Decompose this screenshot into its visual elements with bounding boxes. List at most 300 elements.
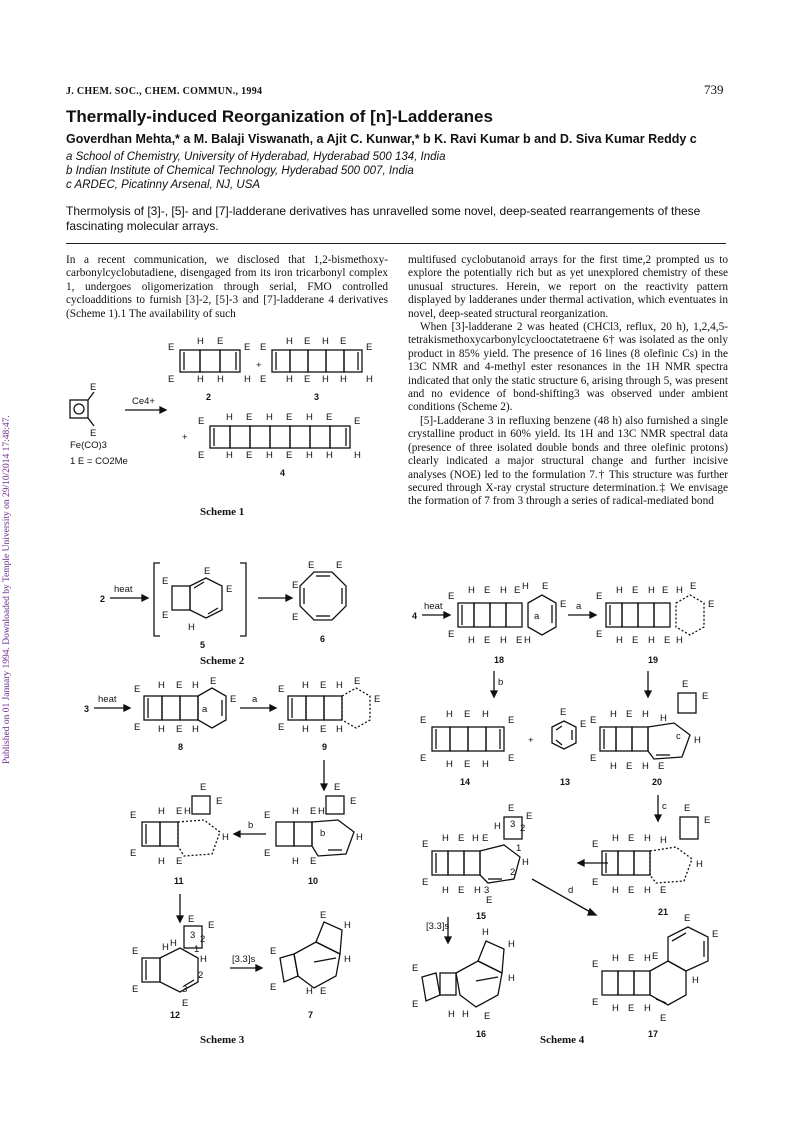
svg-text:H: H xyxy=(222,832,229,843)
compound-15-structure xyxy=(422,803,532,921)
svg-text:E: E xyxy=(334,782,341,793)
svg-text:H: H xyxy=(162,942,169,953)
svg-text:c: c xyxy=(676,731,681,742)
svg-text:E: E xyxy=(168,342,175,353)
svg-text:b: b xyxy=(498,677,504,688)
e-definition: 1 E = CO2Me xyxy=(70,456,128,467)
svg-text:E: E xyxy=(420,753,427,764)
svg-text:heat: heat xyxy=(98,694,117,705)
svg-text:E: E xyxy=(412,963,419,974)
svg-text:heat: heat xyxy=(424,601,443,612)
svg-text:1: 1 xyxy=(194,944,200,955)
svg-text:E: E xyxy=(310,856,317,867)
svg-text:H: H xyxy=(197,374,204,385)
svg-text:E: E xyxy=(596,591,603,602)
compound-2-structure xyxy=(168,336,251,402)
journal-header: J. CHEM. SOC., CHEM. COMMUN., 1994 xyxy=(66,86,263,97)
svg-text:H: H xyxy=(612,885,619,896)
svg-text:H: H xyxy=(692,975,699,986)
svg-text:b: b xyxy=(248,820,254,831)
svg-text:E: E xyxy=(682,679,689,690)
svg-text:E: E xyxy=(592,839,599,850)
svg-text:H: H xyxy=(482,759,489,770)
svg-text:E: E xyxy=(320,680,327,691)
svg-text:E: E xyxy=(354,676,361,687)
svg-text:E: E xyxy=(320,910,327,921)
svg-text:H: H xyxy=(306,986,313,997)
svg-text:E: E xyxy=(216,796,223,807)
svg-text:E: E xyxy=(632,635,639,646)
compound-7-structure xyxy=(270,910,351,1020)
cerium-label: Ce4+ xyxy=(132,396,155,407)
svg-text:6: 6 xyxy=(320,634,326,644)
svg-text:E: E xyxy=(264,810,271,821)
svg-text:E: E xyxy=(374,694,381,705)
svg-text:E: E xyxy=(226,584,233,595)
svg-text:E: E xyxy=(690,581,697,592)
svg-text:E: E xyxy=(542,581,549,592)
svg-text:E: E xyxy=(350,796,357,807)
svg-text:E: E xyxy=(198,450,205,461)
svg-text:E: E xyxy=(246,412,253,423)
svg-text:E: E xyxy=(162,576,169,587)
svg-text:E: E xyxy=(320,724,327,735)
svg-text:H: H xyxy=(468,585,475,596)
svg-text:11: 11 xyxy=(174,876,184,886)
svg-text:H: H xyxy=(648,635,655,646)
svg-text:H: H xyxy=(616,585,623,596)
svg-text:E: E xyxy=(658,761,665,772)
svg-text:2: 2 xyxy=(206,392,212,402)
compound-3-structure xyxy=(260,336,373,402)
svg-text:E: E xyxy=(292,612,299,623)
svg-text:d: d xyxy=(568,885,574,896)
left-column-text xyxy=(66,254,388,321)
svg-text:H: H xyxy=(616,635,623,646)
svg-text:5: 5 xyxy=(200,640,206,650)
compound-4-structure xyxy=(182,412,361,478)
svg-text:3: 3 xyxy=(484,885,490,896)
author-list: Goverdhan Mehta,* a M. Balaji Viswanath, a Ajit C. Kunwar,* b K. Ravi Kumar b and D. Siva Kumar Reddy c xyxy=(66,132,697,146)
svg-text:E: E xyxy=(592,997,599,1008)
svg-text:E: E xyxy=(182,998,189,1009)
svg-text:9: 9 xyxy=(322,742,328,752)
svg-text:H: H xyxy=(184,806,191,817)
svg-text:E: E xyxy=(336,560,343,571)
svg-text:E: E xyxy=(708,599,715,610)
svg-text:H: H xyxy=(200,954,207,965)
svg-text:H: H xyxy=(694,735,701,746)
svg-text:E: E xyxy=(132,984,139,995)
svg-text:7: 7 xyxy=(308,1010,314,1020)
svg-text:+: + xyxy=(256,360,262,371)
svg-text:3: 3 xyxy=(314,392,320,402)
svg-text:E: E xyxy=(560,707,567,718)
compound-6-cyclooctatetraene xyxy=(292,560,346,644)
svg-text:E: E xyxy=(704,815,711,826)
svg-text:E: E xyxy=(176,856,183,867)
svg-text:[3.3]s: [3.3]s xyxy=(232,954,256,965)
page-number: 739 xyxy=(704,82,724,97)
svg-text:H: H xyxy=(306,450,313,461)
svg-text:E: E xyxy=(176,724,183,735)
svg-text:H: H xyxy=(522,581,529,592)
svg-text:H: H xyxy=(482,709,489,720)
svg-text:H: H xyxy=(472,833,479,844)
svg-text:E: E xyxy=(702,691,709,702)
compound-12-structure xyxy=(132,914,214,1020)
svg-text:8: 8 xyxy=(178,742,184,752)
svg-text:E: E xyxy=(412,999,419,1010)
svg-text:H: H xyxy=(292,806,299,817)
abstract: Thermolysis of [3]-, [5]- and [7]-ladderane derivatives has unravelled some novel, deep-seated rearrangements of these fascinating molecular arrays. xyxy=(66,204,701,233)
svg-text:b: b xyxy=(320,828,326,839)
compound-9-structure xyxy=(278,676,380,752)
svg-text:E: E xyxy=(628,1003,635,1014)
compound-19-structure xyxy=(596,581,714,665)
svg-text:H: H xyxy=(522,857,529,868)
svg-text:E: E xyxy=(422,839,429,850)
svg-text:2: 2 xyxy=(510,867,516,878)
svg-text:E: E xyxy=(168,374,175,385)
svg-text:H: H xyxy=(286,336,293,347)
svg-text:E: E xyxy=(464,759,471,770)
svg-text:E: E xyxy=(204,566,211,577)
svg-text:E: E xyxy=(484,635,491,646)
svg-text:E: E xyxy=(90,428,97,439)
svg-text:E: E xyxy=(514,585,521,596)
svg-text:E: E xyxy=(134,722,141,733)
svg-text:E: E xyxy=(340,336,347,347)
svg-text:H: H xyxy=(676,635,683,646)
svg-text:E: E xyxy=(632,585,639,596)
compound-1-structure xyxy=(70,382,128,467)
svg-text:E: E xyxy=(90,382,97,393)
svg-text:H: H xyxy=(500,635,507,646)
svg-text:H: H xyxy=(524,635,531,646)
svg-text:H: H xyxy=(226,412,233,423)
svg-text:H: H xyxy=(660,835,667,846)
svg-text:E: E xyxy=(590,753,597,764)
svg-text:3: 3 xyxy=(84,704,90,714)
svg-text:E: E xyxy=(354,416,361,427)
svg-text:E: E xyxy=(580,719,587,730)
right-column-text xyxy=(408,254,728,509)
svg-text:E: E xyxy=(664,635,671,646)
svg-text:E: E xyxy=(628,885,635,896)
svg-text:H: H xyxy=(610,761,617,772)
svg-text:H: H xyxy=(442,885,449,896)
svg-text:E: E xyxy=(592,959,599,970)
svg-text:E: E xyxy=(200,782,207,793)
svg-text:E: E xyxy=(130,848,137,859)
svg-text:H: H xyxy=(660,713,667,724)
svg-text:a: a xyxy=(534,611,540,622)
scheme-4-caption: Scheme 4 xyxy=(540,1034,585,1046)
svg-text:H: H xyxy=(302,680,309,691)
paragraph-1: multifused cyclobutanoid arrays for the first time,2 prompted us to explore the potentially rich but as yet unexplored chemistry of these unusual structures. Herein, we report on the reactivity pattern displayed by ladderanes under thermal activation, which eventuates in novel, deep-seated structural reorganization. xyxy=(408,254,728,320)
svg-text:H: H xyxy=(170,938,177,949)
svg-text:H: H xyxy=(468,635,475,646)
svg-text:E: E xyxy=(208,920,215,931)
svg-text:E: E xyxy=(486,895,493,906)
compound-21-structure xyxy=(592,803,710,917)
svg-text:3: 3 xyxy=(510,819,516,830)
svg-text:a: a xyxy=(252,694,258,705)
svg-text:E: E xyxy=(590,715,597,726)
svg-text:H: H xyxy=(648,585,655,596)
svg-text:H: H xyxy=(612,953,619,964)
svg-text:E: E xyxy=(176,806,183,817)
svg-text:14: 14 xyxy=(460,777,471,787)
svg-text:a: a xyxy=(576,601,582,612)
abstract-divider xyxy=(66,243,726,244)
compound-5-structure xyxy=(162,566,232,650)
svg-text:4: 4 xyxy=(280,468,286,478)
svg-text:E: E xyxy=(458,885,465,896)
svg-text:E: E xyxy=(628,953,635,964)
svg-text:E: E xyxy=(684,913,691,924)
svg-text:E: E xyxy=(320,986,327,997)
compound-14-structure xyxy=(420,709,514,787)
svg-text:E: E xyxy=(628,833,635,844)
svg-text:12: 12 xyxy=(170,1010,181,1020)
scheme-2-graphic xyxy=(100,558,390,648)
svg-text:E: E xyxy=(304,336,311,347)
svg-text:2: 2 xyxy=(100,594,106,604)
compound-16-structure xyxy=(412,927,515,1039)
svg-text:H: H xyxy=(336,680,343,691)
svg-text:H: H xyxy=(158,680,165,691)
svg-text:E: E xyxy=(230,694,237,705)
svg-text:H: H xyxy=(217,374,224,385)
svg-text:E: E xyxy=(660,1013,667,1024)
svg-text:H: H xyxy=(462,1009,469,1020)
svg-text:E: E xyxy=(626,709,633,720)
svg-text:c: c xyxy=(662,801,667,812)
svg-text:3: 3 xyxy=(182,984,188,995)
svg-text:E: E xyxy=(508,753,515,764)
svg-text:E: E xyxy=(260,342,267,353)
svg-text:H: H xyxy=(500,585,507,596)
svg-text:E: E xyxy=(188,914,195,925)
svg-text:+: + xyxy=(182,432,188,443)
svg-text:2: 2 xyxy=(520,823,526,834)
svg-text:H: H xyxy=(336,724,343,735)
svg-text:E: E xyxy=(176,680,183,691)
svg-text:E: E xyxy=(132,946,139,957)
svg-text:E: E xyxy=(508,715,515,726)
svg-text:E: E xyxy=(310,806,317,817)
compound-8-structure xyxy=(134,676,236,752)
svg-text:H: H xyxy=(644,1003,651,1014)
svg-text:H: H xyxy=(696,859,703,870)
affiliation-c: c ARDEC, Picatinny Arsenal, NJ, USA xyxy=(66,179,261,191)
svg-text:E: E xyxy=(448,591,455,602)
svg-text:H: H xyxy=(612,1003,619,1014)
svg-text:E: E xyxy=(130,810,137,821)
svg-text:E: E xyxy=(660,885,667,896)
svg-text:H: H xyxy=(266,450,273,461)
svg-text:H: H xyxy=(306,412,313,423)
svg-text:H: H xyxy=(494,821,501,832)
svg-text:H: H xyxy=(192,680,199,691)
compound-18-structure xyxy=(448,581,566,665)
svg-text:E: E xyxy=(304,374,311,385)
svg-text:H: H xyxy=(326,450,333,461)
scheme-2-caption: Scheme 2 xyxy=(200,655,245,667)
svg-text:2: 2 xyxy=(200,934,206,945)
svg-text:H: H xyxy=(158,724,165,735)
svg-text:E: E xyxy=(286,412,293,423)
svg-text:13: 13 xyxy=(560,777,571,787)
svg-text:H: H xyxy=(197,336,204,347)
fe-label: Fe(CO)3 xyxy=(70,440,107,451)
svg-text:E: E xyxy=(260,374,267,385)
svg-text:E: E xyxy=(286,450,293,461)
svg-text:H: H xyxy=(266,412,273,423)
svg-text:E: E xyxy=(560,599,567,610)
svg-text:H: H xyxy=(610,709,617,720)
svg-text:E: E xyxy=(244,342,251,353)
svg-text:H: H xyxy=(226,450,233,461)
intro-paragraph: In a recent communication, we disclosed that 1,2-bismethoxy-carbonylcyclobutadiene, disengaged from its iron tricarbonyl complex 1, undergoes oligomerization through serial, FMO controlled cycloadditions to furnish [3]-2, [5]-3 and [7]-ladderane 4 derivatives (Scheme 1).1 The availability of such xyxy=(66,254,388,320)
scheme-3-caption: Scheme 3 xyxy=(200,1034,245,1046)
svg-text:E: E xyxy=(308,560,315,571)
svg-text:10: 10 xyxy=(308,876,319,886)
svg-text:E: E xyxy=(508,803,515,814)
svg-text:E: E xyxy=(366,342,373,353)
svg-text:E: E xyxy=(217,336,224,347)
svg-text:H: H xyxy=(318,806,325,817)
svg-text:H: H xyxy=(642,761,649,772)
svg-text:17: 17 xyxy=(648,1029,659,1039)
paragraph-2: When [3]-ladderane 2 was heated (CHCl3, reflux, 20 h), 1,2,4,5-tetrakismethoxycarbonylcyclooctatetraene 6† was isolated as the only product in 85% yield. The presence of 16 lines (8 olefinic Cs) in the 13C NMR and 4-methyl ester resonances in the 1H NMR spectra indicated that only the static structure 6, arising through 5, was present and no evidence of bond-shifting3 was observed under ambient conditions (Scheme 2). xyxy=(408,321,728,414)
svg-text:E: E xyxy=(292,580,299,591)
svg-text:E: E xyxy=(662,585,669,596)
svg-text:E: E xyxy=(270,982,277,993)
svg-text:E: E xyxy=(326,412,333,423)
svg-text:E: E xyxy=(448,629,455,640)
svg-text:E: E xyxy=(484,585,491,596)
svg-text:H: H xyxy=(474,885,481,896)
compound-13-structure xyxy=(552,707,586,787)
svg-text:H: H xyxy=(644,953,651,964)
svg-text:H: H xyxy=(344,920,351,931)
svg-text:15: 15 xyxy=(476,911,487,921)
svg-text:E: E xyxy=(626,761,633,772)
svg-text:E: E xyxy=(516,635,523,646)
svg-text:H: H xyxy=(446,759,453,770)
svg-text:E: E xyxy=(458,833,465,844)
svg-text:4: 4 xyxy=(412,611,418,621)
svg-text:H: H xyxy=(446,709,453,720)
affiliation-a: a School of Chemistry, University of Hyderabad, Hyderabad 500 134, India xyxy=(66,151,446,163)
paragraph-3: [5]-Ladderane 3 in refluxing benzene (48 h) also furnished a single crystalline product in 60% yield. Its 1H and 13C NMR spectral data (presence of three isolated double bonds and three olefinic protons) clearly indicated a major structural change and further incisive analyses (NOE) led to the formulation 7.† This structure was further secured through X-ray crystal structure determination.‡ We envisage the formation of 7 from 3 through a series of radical-mediated bond xyxy=(408,414,728,508)
svg-text:E: E xyxy=(420,715,427,726)
svg-text:E: E xyxy=(134,684,141,695)
svg-text:H: H xyxy=(482,927,489,938)
svg-text:H: H xyxy=(302,724,309,735)
svg-text:E: E xyxy=(484,1011,491,1022)
svg-text:a: a xyxy=(202,704,208,715)
svg-text:H: H xyxy=(356,832,363,843)
svg-text:19: 19 xyxy=(648,655,659,665)
svg-text:16: 16 xyxy=(476,1029,487,1039)
svg-text:H: H xyxy=(158,806,165,817)
compound-17-structure xyxy=(592,913,718,1039)
svg-text:E: E xyxy=(270,946,277,957)
svg-text:3: 3 xyxy=(190,930,196,941)
svg-text:18: 18 xyxy=(494,655,505,665)
svg-text:H: H xyxy=(508,939,515,950)
svg-text:E: E xyxy=(526,811,533,822)
svg-text:E: E xyxy=(278,722,285,733)
scheme-1-graphic xyxy=(60,330,390,520)
svg-text:1: 1 xyxy=(516,843,522,854)
compound-10-structure xyxy=(264,782,363,886)
svg-text:20: 20 xyxy=(652,777,663,787)
svg-text:H: H xyxy=(286,374,293,385)
svg-text:E: E xyxy=(422,877,429,888)
svg-text:H: H xyxy=(448,1009,455,1020)
svg-text:H: H xyxy=(642,709,649,720)
svg-text:H: H xyxy=(188,622,195,633)
article-title: Thermally-induced Reorganization of [n]-Ladderanes xyxy=(66,107,493,126)
svg-text:H: H xyxy=(244,374,251,385)
svg-text:H: H xyxy=(340,374,347,385)
svg-text:E: E xyxy=(596,629,603,640)
svg-text:H: H xyxy=(508,973,515,984)
svg-text:heat: heat xyxy=(114,584,133,595)
svg-text:E: E xyxy=(684,803,691,814)
svg-text:E: E xyxy=(198,416,205,427)
scheme-1-caption: Scheme 1 xyxy=(200,506,245,518)
svg-text:E: E xyxy=(712,929,719,940)
svg-text:H: H xyxy=(354,450,361,461)
svg-text:2: 2 xyxy=(198,970,204,981)
svg-text:E: E xyxy=(162,610,169,621)
svg-text:E: E xyxy=(210,676,217,687)
svg-text:E: E xyxy=(652,951,659,962)
svg-text:H: H xyxy=(612,833,619,844)
svg-text:[3.3]s: [3.3]s xyxy=(426,921,450,932)
svg-text:H: H xyxy=(644,885,651,896)
svg-text:H: H xyxy=(344,954,351,965)
svg-text:H: H xyxy=(192,724,199,735)
svg-text:H: H xyxy=(676,585,683,596)
svg-text:H: H xyxy=(322,336,329,347)
svg-text:H: H xyxy=(158,856,165,867)
svg-text:H: H xyxy=(292,856,299,867)
scheme-3-graphic xyxy=(80,672,390,1032)
scheme-4-graphic xyxy=(412,575,742,1039)
svg-text:E: E xyxy=(464,709,471,720)
svg-text:E: E xyxy=(592,877,599,888)
svg-text:E: E xyxy=(246,450,253,461)
svg-text:E: E xyxy=(482,833,489,844)
compound-11-structure xyxy=(130,782,229,886)
svg-text:H: H xyxy=(644,833,651,844)
svg-text:H: H xyxy=(366,374,373,385)
svg-text:E: E xyxy=(278,684,285,695)
publication-watermark: Published on 01 January 1994. Downloaded by Temple University on 29/10/2014 17:48:47. xyxy=(2,415,12,765)
svg-text:21: 21 xyxy=(658,907,669,917)
svg-text:H: H xyxy=(322,374,329,385)
svg-text:E: E xyxy=(264,848,271,859)
affiliation-b: b Indian Institute of Chemical Technology, Hyderabad 500 007, India xyxy=(66,165,414,177)
svg-text:H: H xyxy=(442,833,449,844)
